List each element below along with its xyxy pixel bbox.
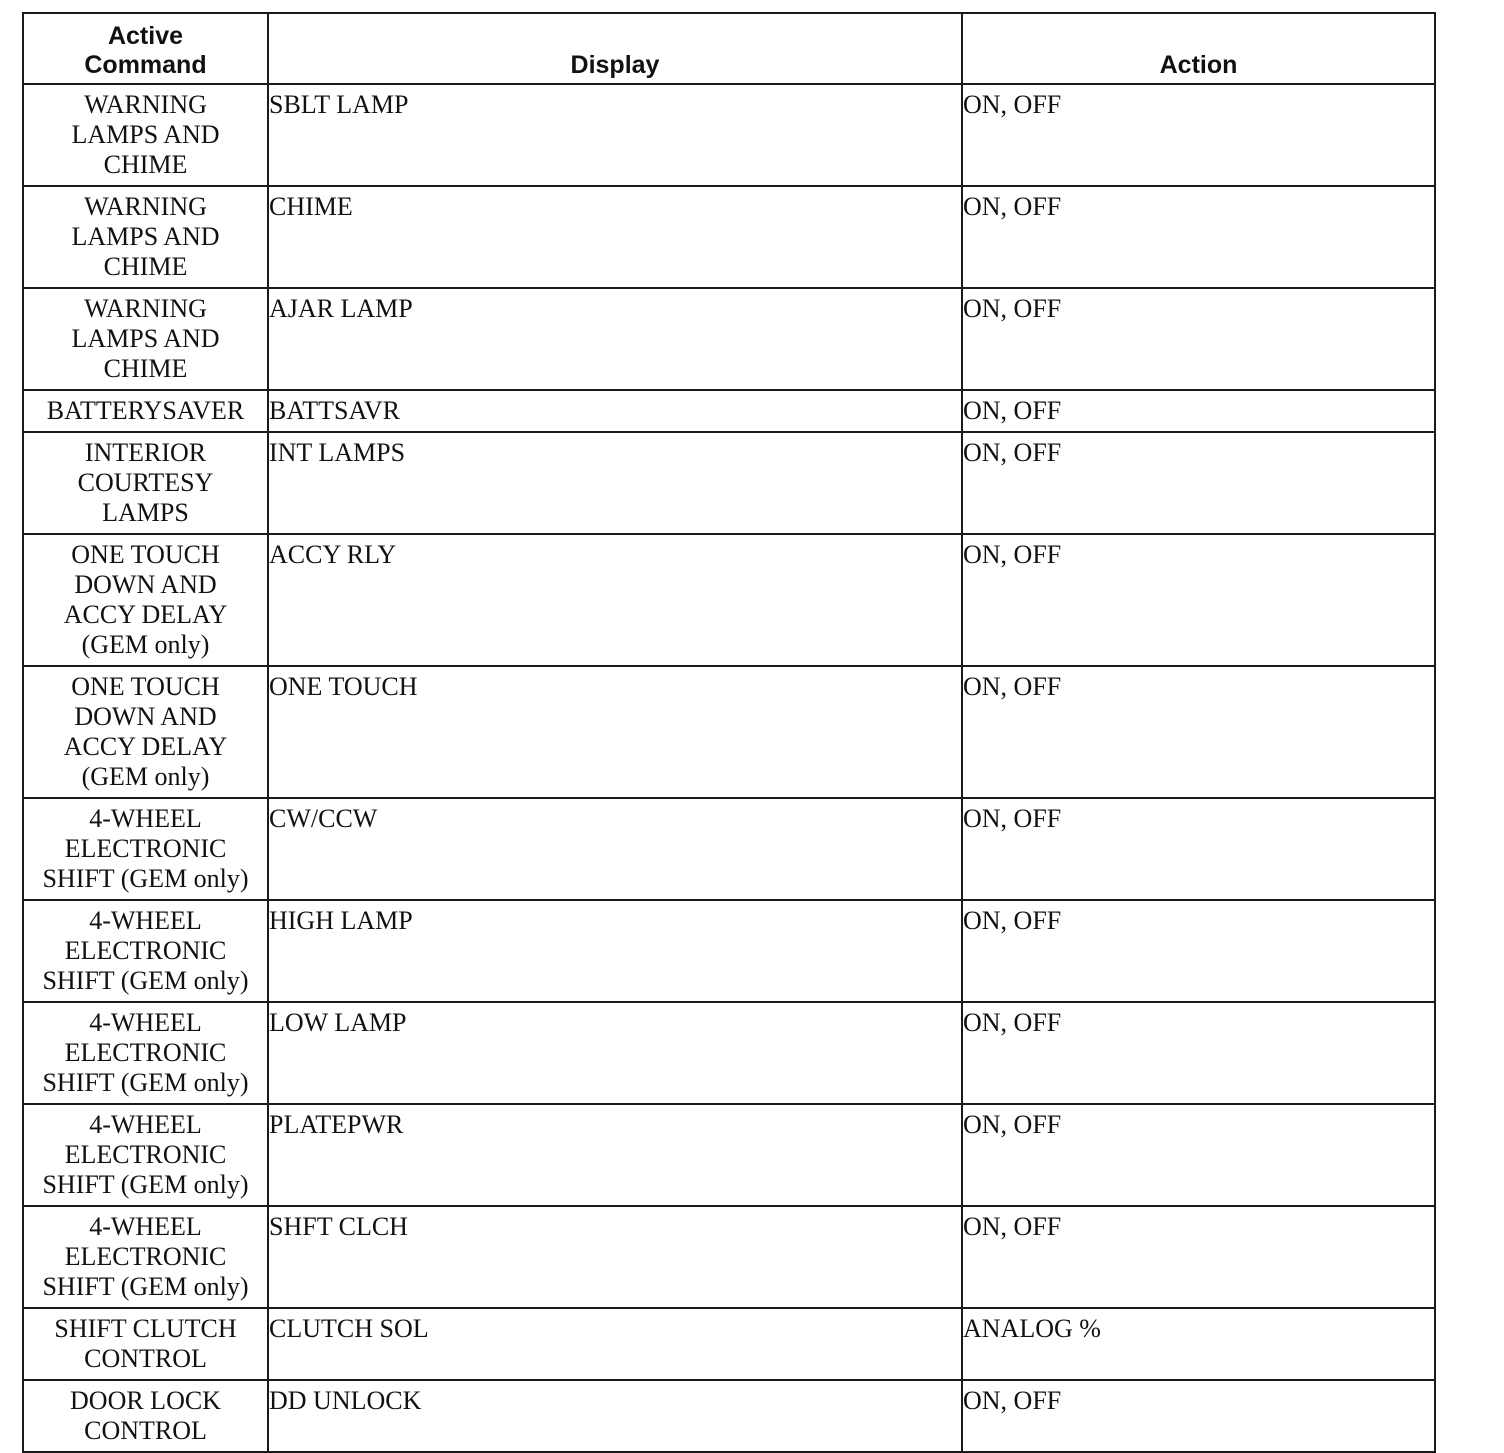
command-cell: [23, 186, 268, 288]
command-line: COURTESY: [77, 468, 214, 497]
command-cell: [23, 84, 268, 186]
command-line: ELECTRONIC: [64, 1140, 227, 1169]
table-row: [23, 432, 1435, 534]
action-cell: ON, OFF: [962, 390, 1435, 432]
command-line: LAMPS AND: [71, 222, 220, 251]
action-cell: ON, OFF: [962, 1380, 1435, 1452]
command-line: ELECTRONIC: [64, 834, 227, 863]
header-row: [23, 13, 1435, 84]
command-cell: [23, 534, 268, 666]
command-line: SHIFT (GEM only): [42, 1272, 249, 1301]
command-line: CONTROL: [84, 1416, 207, 1445]
command-line: LAMPS: [102, 498, 189, 527]
command-line: ELECTRONIC: [64, 1038, 227, 1067]
command-line: 4-WHEEL: [89, 1110, 202, 1139]
command-line: ELECTRONIC: [64, 1242, 227, 1271]
display-cell: DD UNLOCK: [268, 1380, 962, 1452]
command-cell: [23, 1206, 268, 1308]
command-line: DOWN AND: [74, 702, 217, 731]
table-row: [23, 798, 1435, 900]
table-row: [23, 1206, 1435, 1308]
action-cell: ON, OFF: [962, 288, 1435, 390]
action-cell: ON, OFF: [962, 432, 1435, 534]
action-cell: ON, OFF: [962, 186, 1435, 288]
command-cell: [23, 666, 268, 798]
command-line: DOOR LOCK: [70, 1386, 221, 1415]
table-row: [23, 1380, 1435, 1452]
command-line: CONTROL: [84, 1344, 207, 1373]
command-line: CHIME: [103, 354, 188, 383]
display-cell: CHIME: [268, 186, 962, 288]
display-cell: SHFT CLCH: [268, 1206, 962, 1308]
command-line: 4-WHEEL: [89, 804, 202, 833]
document-page: [22, 12, 1434, 1453]
header-command-line: Active: [107, 22, 184, 50]
action-cell: ON, OFF: [962, 1206, 1435, 1308]
header-command-line: Command: [84, 51, 207, 79]
command-cell: [23, 1104, 268, 1206]
command-line: (GEM only): [81, 762, 210, 791]
action-cell: ON, OFF: [962, 1104, 1435, 1206]
table-row: [23, 186, 1435, 288]
table-row: [23, 900, 1435, 1002]
command-cell: [23, 798, 268, 900]
action-cell: ON, OFF: [962, 666, 1435, 798]
display-cell: ACCY RLY: [268, 534, 962, 666]
display-cell: BATTSAVR: [268, 390, 962, 432]
command-line: 4-WHEEL: [89, 1008, 202, 1037]
display-cell: HIGH LAMP: [268, 900, 962, 1002]
command-line: SHIFT (GEM only): [42, 1170, 249, 1199]
command-cell: [23, 432, 268, 534]
command-cell: [23, 1380, 268, 1452]
command-cell: [23, 1308, 268, 1380]
command-line: SHIFT CLUTCH: [54, 1314, 237, 1343]
table-row: [23, 666, 1435, 798]
action-cell: ON, OFF: [962, 900, 1435, 1002]
command-line: SHIFT (GEM only): [42, 966, 249, 995]
header-action: Action: [962, 13, 1435, 84]
header-active-command: [23, 13, 268, 84]
display-cell: CLUTCH SOL: [268, 1308, 962, 1380]
table-row: [23, 390, 1435, 432]
command-line: ACCY DELAY: [63, 732, 228, 761]
command-line: ONE TOUCH: [71, 540, 220, 569]
table-row: [23, 1104, 1435, 1206]
command-line: CHIME: [103, 150, 188, 179]
table-row: [23, 1308, 1435, 1380]
command-line: WARNING: [84, 192, 207, 221]
command-line: SHIFT (GEM only): [42, 864, 249, 893]
command-line: INTERIOR: [84, 438, 207, 467]
command-line: 4-WHEEL: [89, 1212, 202, 1241]
display-cell: ONE TOUCH: [268, 666, 962, 798]
table-row: [23, 288, 1435, 390]
display-cell: PLATEPWR: [268, 1104, 962, 1206]
command-line: SHIFT (GEM only): [42, 1068, 249, 1097]
action-cell: ON, OFF: [962, 534, 1435, 666]
action-cell: ANALOG %: [962, 1308, 1435, 1380]
command-line: LAMPS AND: [71, 324, 220, 353]
command-line: DOWN AND: [74, 570, 217, 599]
table-row: [23, 534, 1435, 666]
command-line: 4-WHEEL: [89, 906, 202, 935]
command-cell: [23, 900, 268, 1002]
header-display: Display: [268, 13, 962, 84]
display-cell: INT LAMPS: [268, 432, 962, 534]
command-line: CHIME: [103, 252, 188, 281]
command-line: (GEM only): [81, 630, 210, 659]
display-cell: SBLT LAMP: [268, 84, 962, 186]
action-cell: ON, OFF: [962, 1002, 1435, 1104]
command-line: WARNING: [84, 90, 207, 119]
table-row: [23, 1002, 1435, 1104]
command-line: ONE TOUCH: [71, 672, 220, 701]
table-row: [23, 84, 1435, 186]
display-cell: AJAR LAMP: [268, 288, 962, 390]
active-command-table: [22, 12, 1436, 1453]
command-line: BATTERYSAVER: [46, 396, 245, 425]
command-line: WARNING: [84, 294, 207, 323]
action-cell: ON, OFF: [962, 84, 1435, 186]
command-line: ELECTRONIC: [64, 936, 227, 965]
command-cell: [23, 1002, 268, 1104]
command-cell: [23, 390, 268, 432]
command-line: ACCY DELAY: [63, 600, 228, 629]
command-cell: [23, 288, 268, 390]
command-line: LAMPS AND: [71, 120, 220, 149]
action-cell: ON, OFF: [962, 798, 1435, 900]
display-cell: CW/CCW: [268, 798, 962, 900]
display-cell: LOW LAMP: [268, 1002, 962, 1104]
